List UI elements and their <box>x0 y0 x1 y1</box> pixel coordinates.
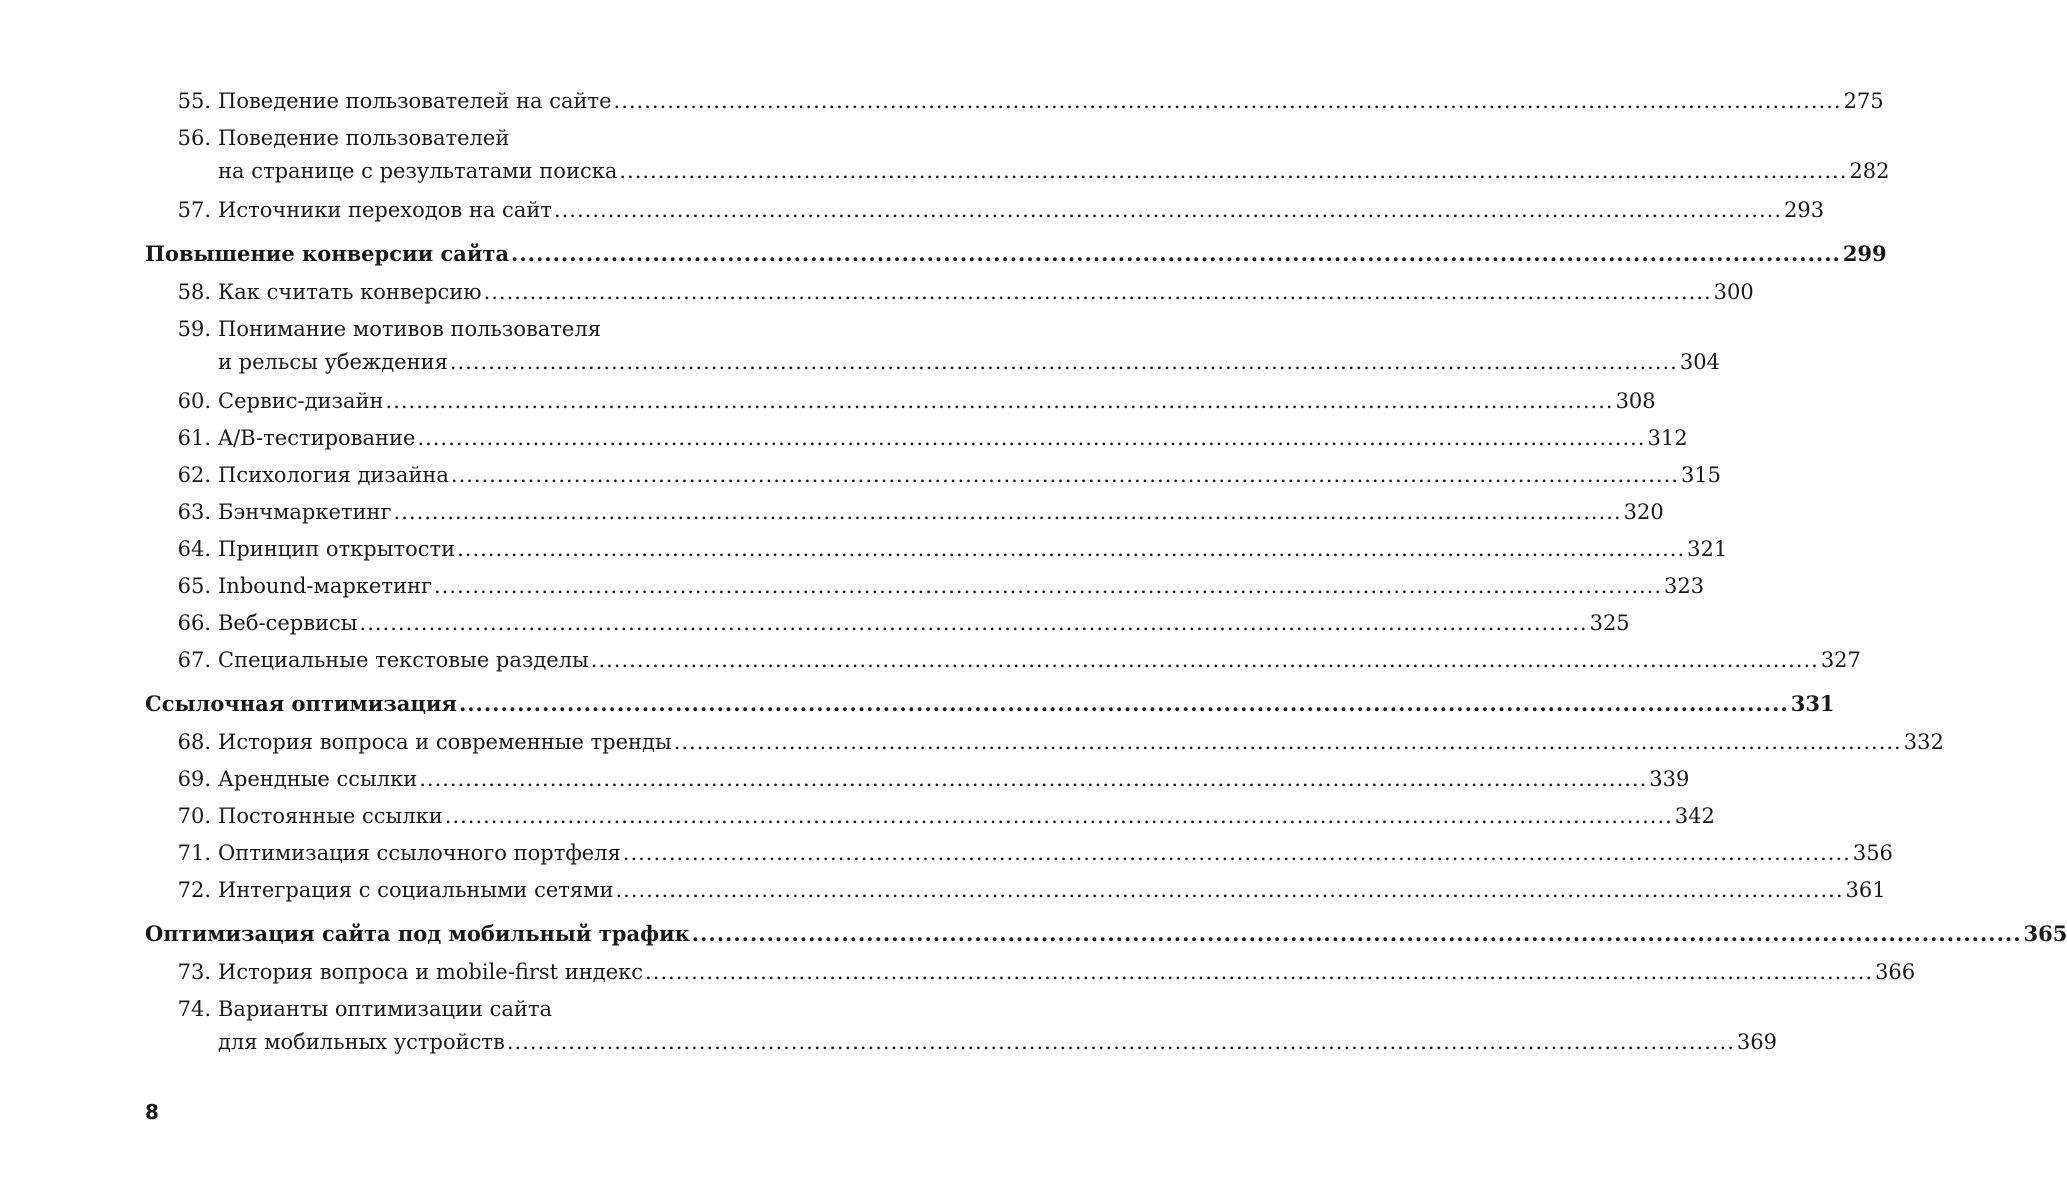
entry-title: Понимание мотивов пользователя <box>218 317 601 341</box>
leader-dots <box>459 689 1789 719</box>
entry-title: A/B-тестирование <box>218 425 416 450</box>
entry-title: Источники переходов на сайт <box>218 197 552 222</box>
page-ref: 369 <box>1736 1030 1777 1054</box>
leader-dots <box>692 919 2022 949</box>
toc-entry[interactable] <box>145 191 1825 228</box>
page-ref: 312 <box>1647 425 1688 450</box>
entry-number: 70. <box>177 803 211 828</box>
toc-section-heading[interactable] <box>145 908 2067 953</box>
toc-entry[interactable] <box>145 953 1916 990</box>
leader-dots <box>623 838 1851 868</box>
entry-title: Арендные ссылки <box>218 766 418 791</box>
page-ref: 366 <box>1875 959 1916 984</box>
entry-number: 59. <box>177 317 211 341</box>
entry-title: для мобильных устройств <box>218 1030 505 1054</box>
toc-entry[interactable] <box>145 456 1722 493</box>
toc-entry[interactable] <box>145 760 1690 797</box>
page-ref: 325 <box>1589 610 1630 635</box>
entry-number: 58. <box>177 279 211 304</box>
toc-entry[interactable] <box>145 641 1861 678</box>
entry-title: История вопроса и mobile-first индекс <box>218 959 644 984</box>
entry-title: Поведение пользователей на сайте <box>218 88 612 113</box>
leader-dots <box>591 645 1819 675</box>
section-title: Оптимизация сайта под мобильный трафик <box>145 921 690 946</box>
toc-entry[interactable] <box>145 493 1664 530</box>
page-ref: 320 <box>1623 499 1664 524</box>
entry-number: 74. <box>177 997 211 1021</box>
entry-number: 67. <box>177 647 211 672</box>
leader-dots <box>445 801 1673 831</box>
page-ref: 361 <box>1845 877 1886 902</box>
entry-title: История вопроса и современные тренды <box>218 729 672 754</box>
entry-title: Как считать конверсию <box>218 279 482 304</box>
entry-number: 71. <box>177 840 211 865</box>
page-ref: 293 <box>1784 197 1825 222</box>
toc-entry[interactable] <box>145 871 1886 908</box>
page-ref: 342 <box>1674 803 1715 828</box>
entry-number: 72. <box>177 877 211 902</box>
toc-entry[interactable] <box>145 82 1884 119</box>
entry-number: 69. <box>177 766 211 791</box>
entry-title: Специальные текстовые разделы <box>218 647 589 672</box>
entry-title: Интеграция с социальными сетями <box>218 877 614 902</box>
leader-dots <box>615 875 1843 905</box>
leader-dots <box>386 386 1614 416</box>
leader-dots <box>674 727 1902 757</box>
entry-title: Принцип открытости <box>218 536 456 561</box>
page-ref: 300 <box>1713 279 1754 304</box>
toc-entry[interactable] <box>145 273 1754 310</box>
section-title: Повышение конверсии сайта <box>145 241 510 266</box>
section-title: Ссылочная оптимизация <box>145 691 457 716</box>
entry-title: и рельсы убеждения <box>218 350 448 374</box>
entry-title: Inbound-маркетинг <box>218 573 432 598</box>
entry-title: Психология дизайна <box>218 462 449 487</box>
leader-dots <box>417 423 1645 453</box>
page-ref: 308 <box>1615 388 1656 413</box>
page-ref: 356 <box>1852 840 1893 865</box>
leader-dots <box>507 1026 1735 1059</box>
entry-title: Поведение пользователей <box>218 126 510 150</box>
table-of-contents <box>145 82 2067 1062</box>
entry-title: Сервис-дизайн <box>218 388 384 413</box>
entry-number: 55. <box>177 88 211 113</box>
page-ref: 339 <box>1649 766 1690 791</box>
page-ref: 299 <box>1842 241 1887 266</box>
toc-section-heading[interactable] <box>145 228 1887 273</box>
page-ref: 304 <box>1679 350 1720 374</box>
page-ref: 282 <box>1849 159 1890 183</box>
entry-title: Варианты оптимизации сайта <box>218 997 553 1021</box>
entry-number: 60. <box>177 388 211 413</box>
toc-entry[interactable] <box>145 530 1728 567</box>
toc-entry[interactable] <box>145 990 1777 1062</box>
page-ref: 332 <box>1903 729 1944 754</box>
leader-dots <box>511 239 1841 269</box>
page-ref: 331 <box>1790 691 1835 716</box>
leader-dots <box>434 571 1662 601</box>
entry-number: 63. <box>177 499 211 524</box>
entry-number: 56. <box>177 126 211 150</box>
page-ref: 365 <box>2023 921 2067 946</box>
toc-entry[interactable] <box>145 834 1893 871</box>
entry-number: 66. <box>177 610 211 635</box>
toc-entry[interactable] <box>145 723 1944 760</box>
toc-entry[interactable] <box>145 604 1630 641</box>
entry-title: Постоянные ссылки <box>218 803 443 828</box>
leader-dots <box>554 195 1782 225</box>
leader-dots <box>360 608 1588 638</box>
leader-dots <box>394 497 1622 527</box>
leader-dots <box>450 346 1678 379</box>
leader-dots <box>457 534 1685 564</box>
entry-title: Веб-сервисы <box>218 610 358 635</box>
entry-number: 57. <box>177 197 211 222</box>
entry-number: 65. <box>177 573 211 598</box>
toc-entry[interactable] <box>145 119 1890 191</box>
leader-dots <box>619 155 1847 188</box>
entry-number: 64. <box>177 536 211 561</box>
toc-entry[interactable] <box>145 419 1688 456</box>
entry-number: 62. <box>177 462 211 487</box>
page-ref: 327 <box>1820 647 1861 672</box>
leader-dots <box>614 86 1842 116</box>
entry-number: 68. <box>177 729 211 754</box>
entry-title: Оптимизация ссылочного портфеля <box>218 840 621 865</box>
leader-dots <box>645 957 1873 987</box>
entry-number: 73. <box>177 959 211 984</box>
leader-dots <box>451 460 1679 490</box>
toc-entry[interactable] <box>145 797 1715 834</box>
leader-dots <box>484 277 1712 307</box>
entry-title: на странице с результатами поиска <box>218 159 618 183</box>
toc-entry[interactable] <box>145 310 1720 382</box>
page-ref: 323 <box>1664 573 1705 598</box>
toc-section-heading[interactable] <box>145 678 1835 723</box>
page-ref: 321 <box>1687 536 1728 561</box>
page-number: 8 <box>145 1100 159 1124</box>
leader-dots <box>419 764 1647 794</box>
entry-number: 61. <box>177 425 211 450</box>
toc-entry[interactable] <box>145 567 1705 604</box>
page-ref: 275 <box>1843 88 1884 113</box>
toc-entry[interactable] <box>145 382 1656 419</box>
entry-title: Бэнчмаркетинг <box>218 499 392 524</box>
page-ref: 315 <box>1680 462 1722 487</box>
